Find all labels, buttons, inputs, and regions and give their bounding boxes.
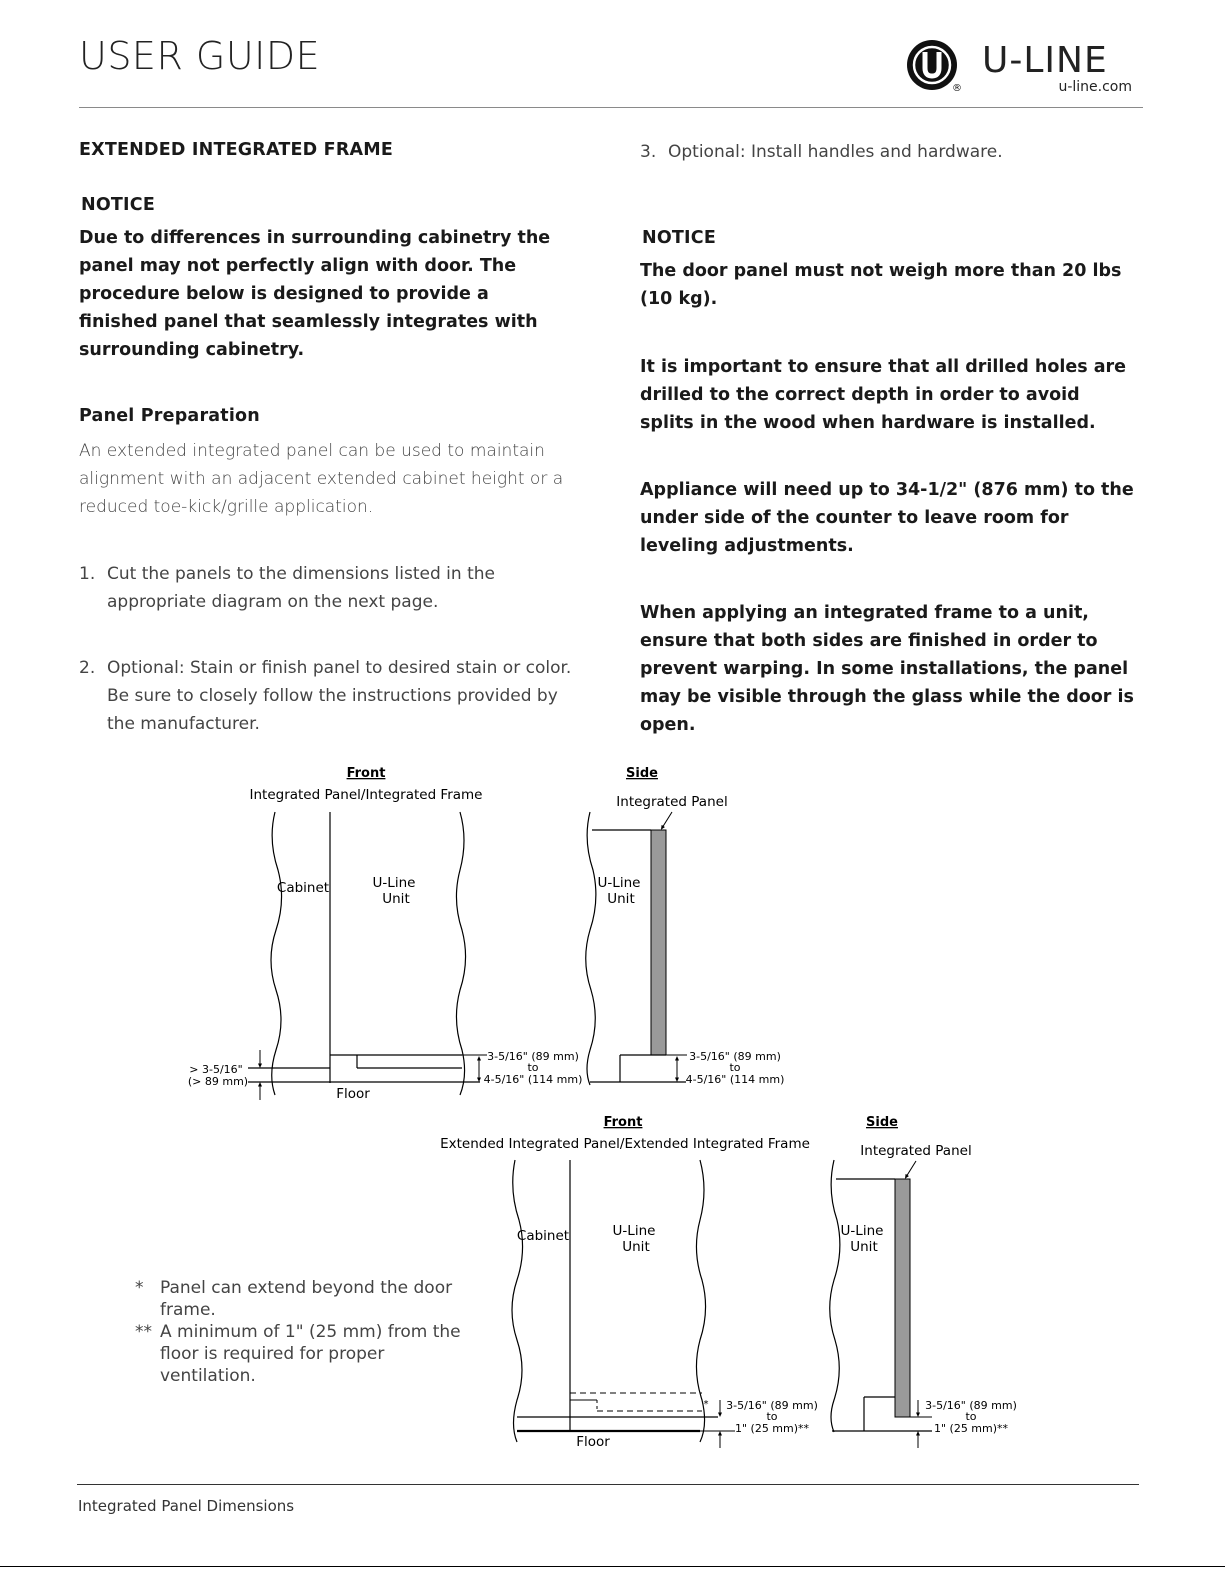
asterisk-mark: * — [703, 1399, 709, 1410]
step-number: 3. — [640, 142, 657, 162]
left-dimension-line1: > 3-5/16" — [189, 1063, 243, 1076]
steps-list — [79, 560, 574, 738]
step-item — [79, 654, 574, 738]
diagram-1 — [188, 766, 784, 1102]
notice-label: NOTICE — [642, 228, 716, 248]
dimension-line1: 3-5/16" (89 mm) — [487, 1050, 579, 1063]
step-text: Optional: Stain or finish panel to desired stain or color. Be sure to closely follow the instructions provided by the manufacturer. — [107, 658, 572, 734]
side-label: Integrated Panel — [616, 794, 728, 810]
side-dimension-line3: 4-5/16" (114 mm) — [685, 1073, 785, 1086]
panel-preparation-title: Panel Preparation — [79, 406, 260, 426]
side-label: Integrated Panel — [860, 1143, 972, 1159]
footnote-text: Panel can extend beyond the door frame. — [160, 1278, 453, 1320]
dimension-line3: 4-5/16" (114 mm) — [483, 1073, 583, 1086]
cabinet-label: Cabinet — [516, 1228, 570, 1244]
unit-label-2: Unit — [622, 1239, 650, 1255]
dimension-line2: to — [527, 1061, 539, 1074]
front-title: Front — [346, 766, 386, 781]
cabinet-break-line — [512, 1160, 523, 1442]
step-text: Cut the panels to the dimensions listed in the appropriate diagram on the next page. — [107, 564, 495, 612]
front-subtitle: Extended Integrated Panel/Extended Integrated Frame — [440, 1136, 810, 1152]
integrated-panel-shape — [651, 830, 666, 1055]
page-edge-line — [0, 1566, 1225, 1567]
notice-text: Due to differences in surrounding cabinetry the panel may not perfectly align with door. The procedure below is designed to provide a finished panel that seamlessly integrates with surrounding cabinetry. — [79, 228, 551, 360]
unit-label-1: U-Line — [372, 875, 416, 891]
notice-label: NOTICE — [81, 195, 155, 215]
logo-wordmark: U-LINE — [982, 40, 1108, 81]
notice-clearance: Appliance will need up to 34-1/2" (876 mm) to the under side of the counter to leave room for leveling adjustments. — [640, 480, 1134, 556]
step-item — [640, 138, 1140, 166]
footer-text: Integrated Panel Dimensions — [78, 1497, 295, 1515]
panel-preparation-text: An extended integrated panel can be used to maintain alignment with an adjacent extended cabinet height or a reduced toe-kick/grille application. — [79, 441, 564, 517]
side-dimension-line2: to — [729, 1061, 741, 1074]
integrated-panel-shape — [895, 1179, 910, 1417]
unit-label-1: U-Line — [612, 1223, 656, 1239]
side-break-line — [830, 1160, 840, 1432]
floor-label: Floor — [576, 1434, 610, 1450]
step-text: Optional: Install handles and hardware. — [668, 142, 1003, 162]
side-unit-label-2: Unit — [850, 1239, 878, 1255]
notice-drilling: It is important to ensure that all drilled holes are drilled to the correct depth in order to avoid splits in the wood when hardware is installed. — [640, 357, 1127, 433]
u-line-logo-icon — [906, 38, 966, 98]
footnote-item — [135, 1321, 465, 1387]
logo-url: u-line.com — [1058, 79, 1132, 95]
side-unit-label-2: Unit — [607, 891, 635, 907]
footnote-mark: ** — [135, 1322, 152, 1342]
left-dimension-line2: (> 89 mm) — [187, 1075, 249, 1088]
unit-break-line — [456, 812, 465, 1095]
footnotes — [135, 1277, 465, 1387]
svg-text:®: ® — [952, 83, 962, 94]
notice-finishing: When applying an integrated frame to a unit, ensure that both sides are finished in order to prevent warping. In some installations, the panel may be visible through the glass while the door is open. — [640, 603, 1134, 735]
diagram-2 — [440, 1115, 1017, 1450]
side-dimension-line1: 3-5/16" (89 mm) — [925, 1399, 1017, 1412]
side-dimension-line2: to — [965, 1410, 977, 1423]
notice-weight: The door panel must not weigh more than 20 lbs (10 kg). — [640, 261, 1122, 309]
side-dimension-line3: 1" (25 mm)** — [933, 1422, 1009, 1435]
page-title: USER GUIDE — [79, 34, 321, 78]
unit-label-2: Unit — [382, 891, 410, 907]
side-title: Side — [626, 766, 658, 781]
front-subtitle: Integrated Panel/Integrated Frame — [249, 787, 483, 803]
floor-label: Floor — [336, 1086, 370, 1102]
cabinet-label: Cabinet — [276, 880, 330, 896]
step-number: 2. — [79, 658, 96, 678]
side-break-line — [586, 812, 596, 1085]
footer-divider — [77, 1484, 1139, 1485]
step-number: 1. — [79, 564, 96, 584]
side-dimension-line1: 3-5/16" (89 mm) — [689, 1050, 781, 1063]
footnote-item — [135, 1277, 465, 1321]
side-unit-label-1: U-Line — [597, 875, 641, 891]
step-item — [79, 560, 574, 616]
cabinet-break-line — [271, 812, 282, 1095]
front-title: Front — [603, 1115, 643, 1130]
side-unit-label-1: U-Line — [840, 1223, 884, 1239]
header-divider — [79, 107, 1143, 108]
dimension-line3: 1" (25 mm)** — [734, 1422, 810, 1435]
dimension-line2: to — [766, 1410, 778, 1423]
footnote-mark: * — [135, 1278, 144, 1298]
footnote-text: A minimum of 1" (25 mm) from the floor is required for proper ventilation. — [160, 1322, 461, 1386]
section-title: EXTENDED INTEGRATED FRAME — [79, 140, 394, 160]
side-title: Side — [866, 1115, 898, 1130]
dimension-line1: 3-5/16" (89 mm) — [726, 1399, 818, 1412]
brand-logo — [906, 38, 1146, 98]
